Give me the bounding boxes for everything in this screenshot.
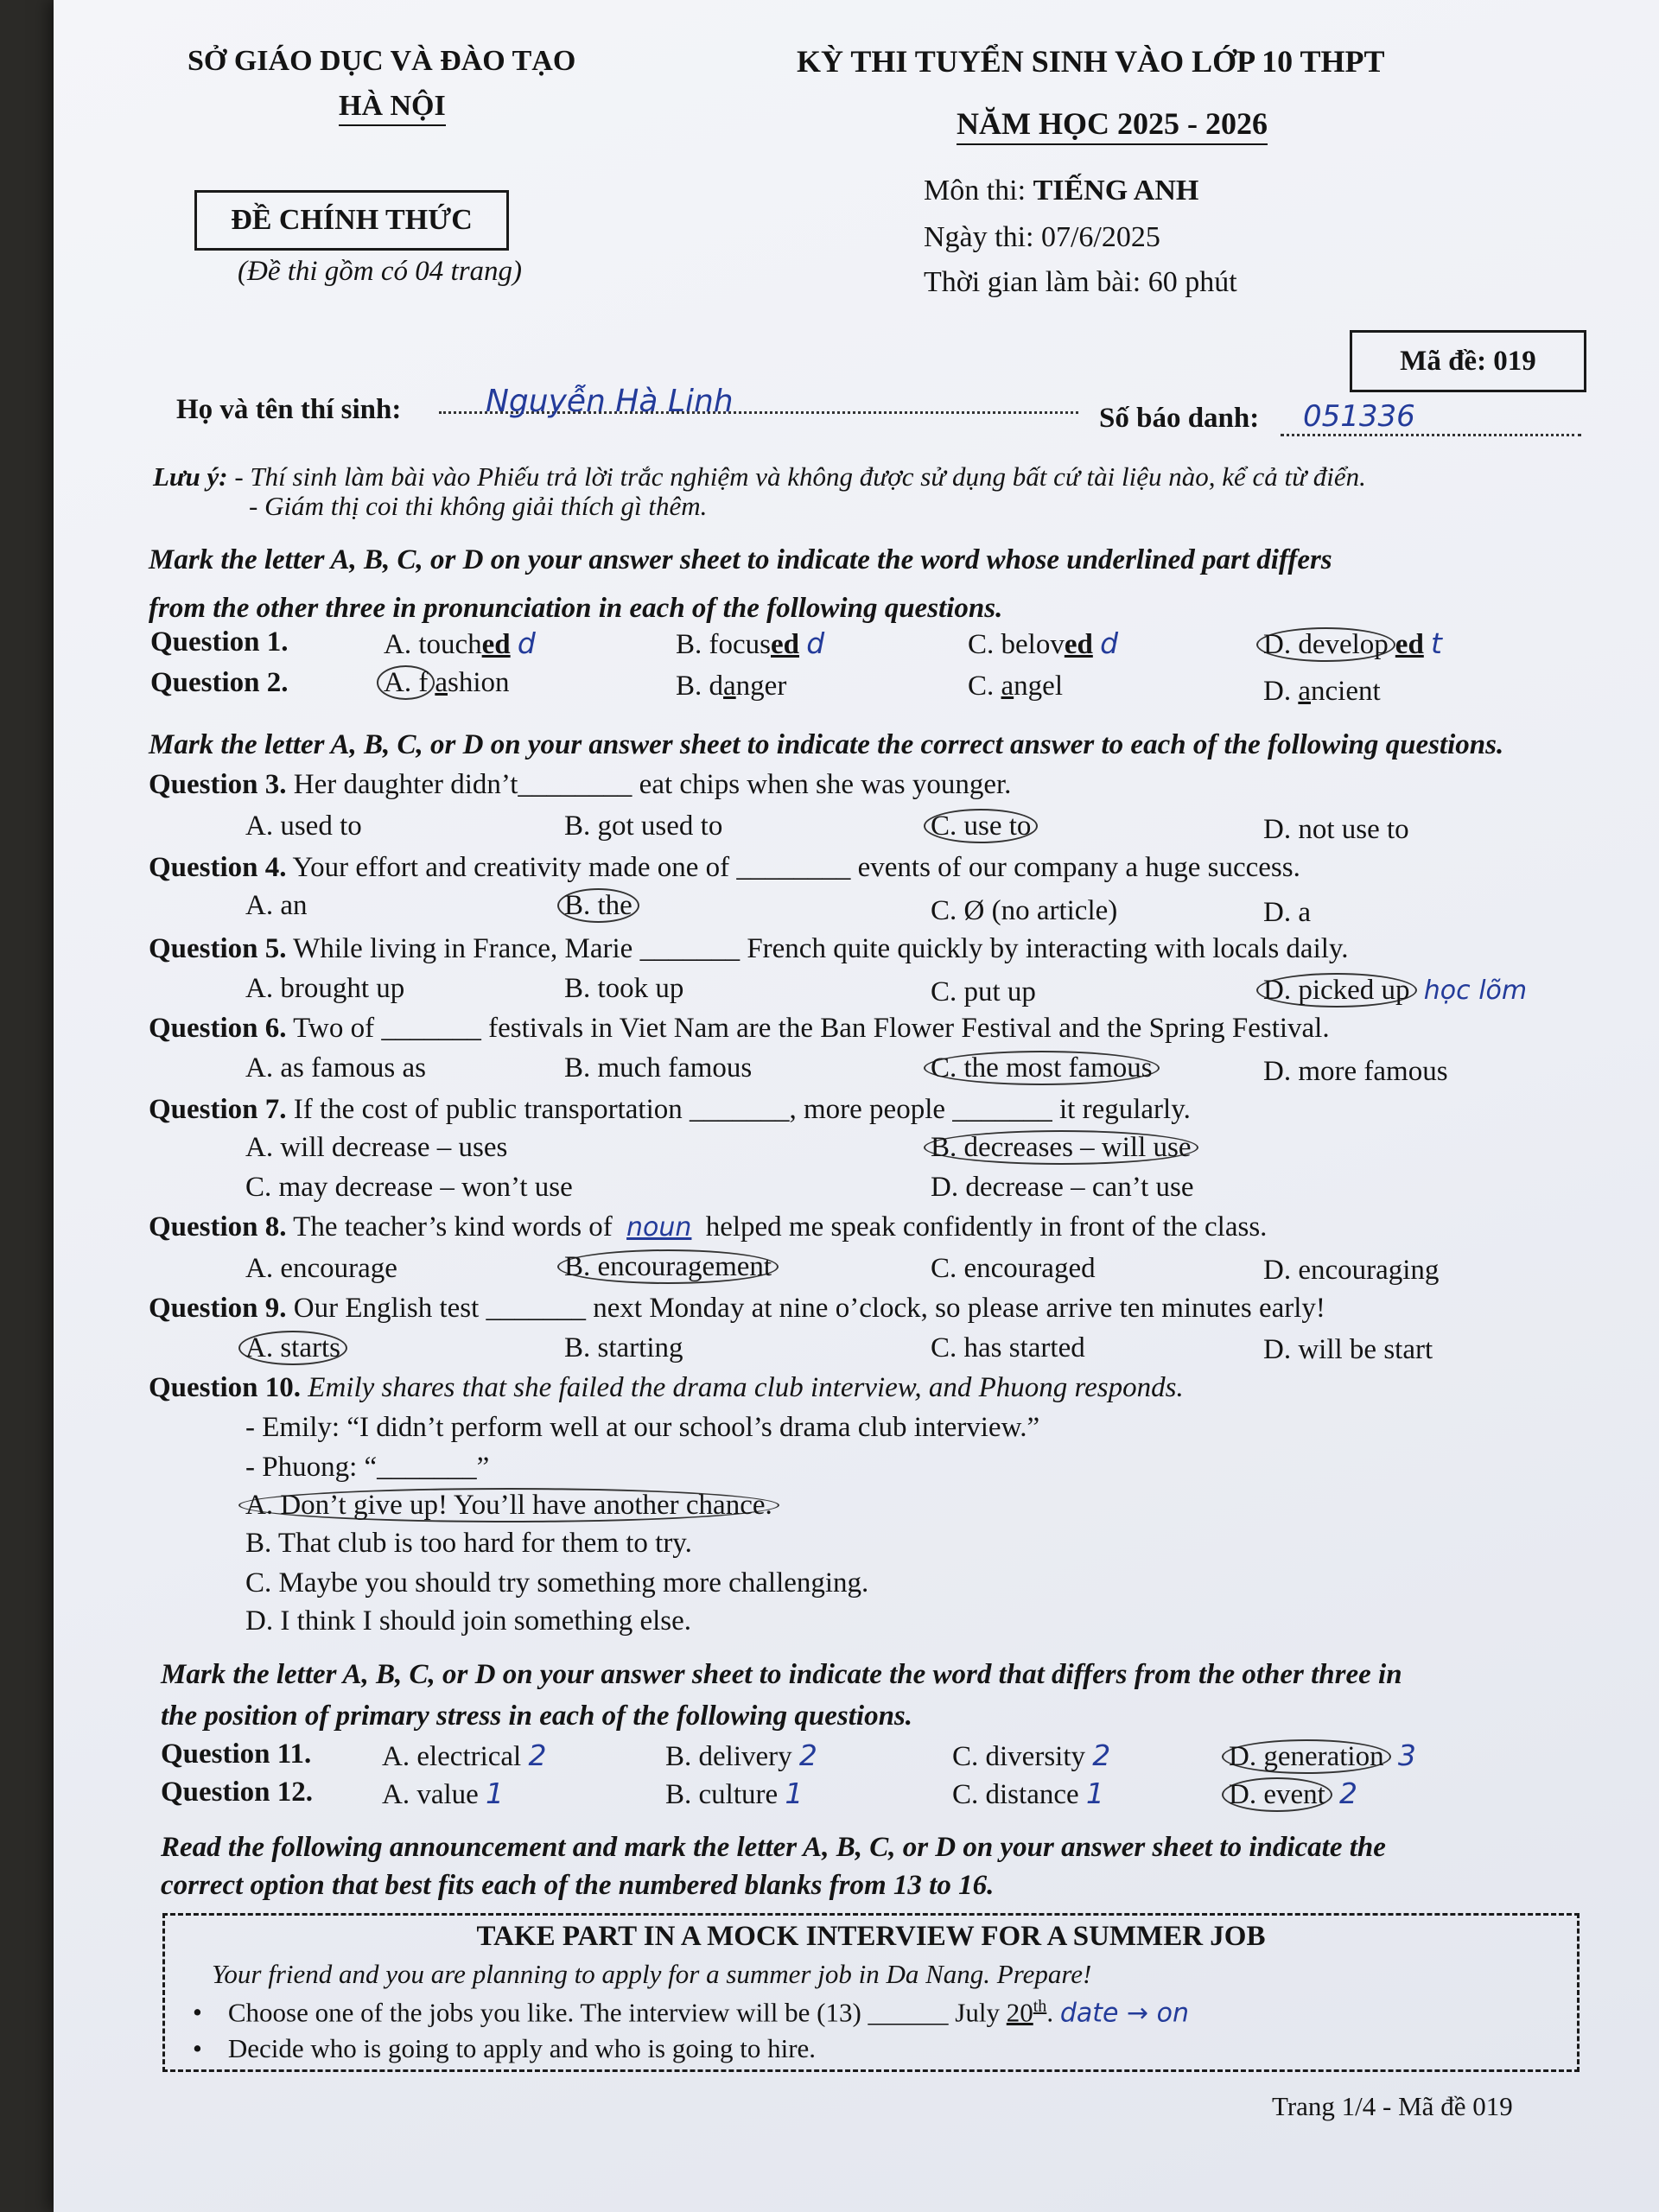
q11-label: Question 11. xyxy=(161,1738,312,1770)
q6-option-a: A. as famous as xyxy=(245,1052,426,1084)
q7-option-d: D. decrease – can’t use xyxy=(931,1172,1194,1203)
q2-option-d: D. ancient xyxy=(1263,676,1381,707)
subject: TIẾNG ANH xyxy=(1033,175,1199,207)
q8-option-b: B. encouragement xyxy=(564,1251,779,1283)
q10-option-d: D. I think I should join something else. xyxy=(245,1605,692,1637)
q3-option-a: A. used to xyxy=(245,810,362,842)
instruction-reading-1: Read the following announcement and mark the letter A, B, C, or D on your answer sheet to indicate the xyxy=(161,1832,1386,1863)
instruction-pronunciation-2: from the other three in pronunciation in each of the following questions. xyxy=(149,593,1003,624)
instruction-stress-1: Mark the letter A, B, C, or D on your answer sheet to indicate the word that differs from the other three in xyxy=(161,1659,1402,1690)
q1-option-d: D. develop ed t xyxy=(1263,626,1442,661)
q3-option-d: D. not use to xyxy=(1263,814,1409,845)
q9-stem: Question 9. Our English test _______ next Monday at nine o’clock, so please arrive ten minutes early! xyxy=(149,1293,1325,1324)
q12-option-c: C. distance 1 xyxy=(952,1777,1104,1810)
q6-stem: Question 6. Two of _______ festivals in Viet Nam are the Ban Flower Festival and the Spring Festival. xyxy=(149,1013,1330,1044)
q4-option-d: D. a xyxy=(1263,897,1311,928)
q11-option-d: D. generation 3 xyxy=(1229,1738,1416,1773)
q10-option-a: A. Don’t give up! You’ll have another chance. xyxy=(245,1490,779,1522)
q5-option-a: A. brought up xyxy=(245,973,405,1004)
q10-emily: - Emily: “I didn’t perform well at our school’s drama club interview.” xyxy=(245,1412,1040,1443)
q5-option-c: C. put up xyxy=(931,976,1036,1007)
q2-option-a: A. f ashion xyxy=(384,667,510,699)
q3-option-c: C. use to xyxy=(931,810,1038,842)
q12-option-b: B. culture 1 xyxy=(665,1777,804,1810)
q2-option-b: B. danger xyxy=(676,671,787,702)
q1-hand-b: d xyxy=(806,626,825,660)
q3-option-b: B. got used to xyxy=(564,810,723,842)
instruction-correct-answer: Mark the letter A, B, C, or D on your answer sheet to indicate the correct answer to each of the following questions. xyxy=(149,729,1504,760)
q6-option-c: C. the most famous xyxy=(931,1052,1160,1084)
instruction-stress-2: the position of primary stress in each of the following questions. xyxy=(161,1700,913,1732)
announcement-bullet2: • Decide who is going to apply and who is going to hire. xyxy=(193,2033,817,2063)
q9-option-b: B. starting xyxy=(564,1332,683,1363)
q7-option-b: B. decreases – will use xyxy=(931,1132,1198,1164)
q8-stem: Question 8. The teacher’s kind words of noun helped me speak confidently in front of the class. xyxy=(149,1211,1268,1243)
q2-option-c: C. angel xyxy=(968,671,1063,702)
id-dotted-line xyxy=(1281,434,1581,436)
q3-stem: Question 3. Her daughter didn’t________ eat chips when she was younger. xyxy=(149,769,1012,800)
q5-option-b: B. took up xyxy=(564,973,684,1004)
q1-label: Question 1. xyxy=(150,626,289,658)
q1-option-b: B. focused d xyxy=(676,626,825,660)
q10-stem: Question 10. Emily shares that she failed the drama club interview, and Phuong responds. xyxy=(149,1372,1184,1403)
q1-option-a: A. touched d xyxy=(384,626,536,660)
q1-hand-a: d xyxy=(517,626,536,660)
q2-label: Question 2. xyxy=(150,667,289,698)
q10-phuong: - Phuong: “_______” xyxy=(245,1452,490,1483)
q6-option-d: D. more famous xyxy=(1263,1056,1448,1087)
q4-option-b: B. the xyxy=(564,890,639,922)
dept-line2: HÀ NỘI xyxy=(339,90,446,126)
q9-option-d: D. will be start xyxy=(1263,1334,1433,1365)
announcement-note: date → on xyxy=(1059,1998,1190,2029)
exam-code: Mã đề: 019 xyxy=(1350,330,1586,392)
q7-option-c: C. may decrease – won’t use xyxy=(245,1172,573,1203)
candidate-name-label: Họ và tên thí sinh: xyxy=(176,394,402,425)
pages-note: (Đề thi gồm có 04 trang) xyxy=(238,256,523,287)
q8-option-a: A. encourage xyxy=(245,1253,397,1284)
q4-option-a: A. an xyxy=(245,890,308,921)
school-year: NĂM HỌC 2025 - 2026 xyxy=(957,105,1268,145)
exam-title: KỲ THI TUYỂN SINH VÀO LỚP 10 THPT xyxy=(797,44,1385,79)
q7-option-a: A. will decrease – uses xyxy=(245,1132,508,1163)
announcement-bullet1: • Choose one of the jobs you like. The interview will be (13) ______ July 20th. date → on xyxy=(193,1997,1190,2029)
announcement-title: TAKE PART IN A MOCK INTERVIEW FOR A SUMMER JOB xyxy=(476,1921,1266,1952)
q12-label: Question 12. xyxy=(161,1777,314,1808)
candidate-id-value: 051336 xyxy=(1303,399,1415,434)
exam-date: Ngày thi: 07/6/2025 xyxy=(924,221,1160,253)
q1-hand-d: t xyxy=(1431,626,1442,660)
q1-hand-c: d xyxy=(1100,626,1119,660)
q4-option-c: C. Ø (no article) xyxy=(931,895,1118,926)
q5-option-d: D. picked up học lõm xyxy=(1263,975,1527,1007)
exam-duration: Thời gian làm bài: 60 phút xyxy=(924,266,1237,298)
q8-option-c: C. encouraged xyxy=(931,1253,1096,1284)
page-footer: Trang 1/4 - Mã đề 019 xyxy=(1272,2091,1513,2121)
note-line1 xyxy=(153,461,1366,493)
instruction-pronunciation-1: Mark the letter A, B, C, or D on your answer sheet to indicate the word whose underlined part differs xyxy=(149,544,1332,575)
subject-prefix: Môn thi: xyxy=(924,175,1033,207)
candidate-name-value: Nguyễn Hà Linh xyxy=(486,384,734,419)
q11-option-c: C. diversity 2 xyxy=(952,1738,1111,1772)
note-line2: - Giám thị coi thi không giải thích gì thêm. xyxy=(249,491,708,521)
note-text1: - Thí sinh làm bài vào Phiếu trả lời trắc nghiệm và không được sử dụng bất cứ tài liệu nào, kể cả từ điển. xyxy=(234,461,1366,492)
q7-stem: Question 7. If the cost of public transportation _______, more people _______ it regularly. xyxy=(149,1094,1191,1125)
q6-option-b: B. much famous xyxy=(564,1052,753,1084)
subject-line xyxy=(924,175,1198,207)
q8-blank-note: noun xyxy=(626,1212,692,1243)
q11-option-b: B. delivery 2 xyxy=(665,1738,817,1772)
q12-option-a: A. value 1 xyxy=(382,1777,505,1810)
official-label: ĐỀ CHÍNH THỨC xyxy=(194,190,509,251)
q5-note: học lõm xyxy=(1423,976,1528,1006)
announcement-intro: Your friend and you are planning to apply for a summer job in Da Nang. Prepare! xyxy=(212,1959,1092,1989)
candidate-id-label: Số báo danh: xyxy=(1099,403,1260,434)
q12-option-d: D. event 2 xyxy=(1229,1777,1357,1811)
instruction-reading-2: correct option that best fits each of the numbered blanks from 13 to 16. xyxy=(161,1870,995,1901)
dept-line1: SỞ GIÁO DỤC VÀ ĐÀO TẠO xyxy=(188,45,576,77)
announcement-box xyxy=(162,1913,1580,2072)
q4-stem: Question 4. Your effort and creativity made one of ________ events of our company a huge success. xyxy=(149,852,1300,883)
q11-option-a: A. electrical 2 xyxy=(382,1738,547,1772)
q10-option-c: C. Maybe you should try something more challenging. xyxy=(245,1567,869,1599)
note-label: Lưu ý: xyxy=(153,461,228,492)
q9-option-c: C. has started xyxy=(931,1332,1085,1363)
q5-stem: Question 5. While living in France, Marie _______ French quite quickly by interacting with locals daily. xyxy=(149,933,1349,964)
exam-paper xyxy=(54,0,1659,2212)
q9-option-a: A. starts xyxy=(245,1332,347,1364)
q1-option-c: C. beloved d xyxy=(968,626,1119,660)
q10-option-b: B. That club is too hard for them to try. xyxy=(245,1528,692,1559)
q8-option-d: D. encouraging xyxy=(1263,1255,1440,1286)
